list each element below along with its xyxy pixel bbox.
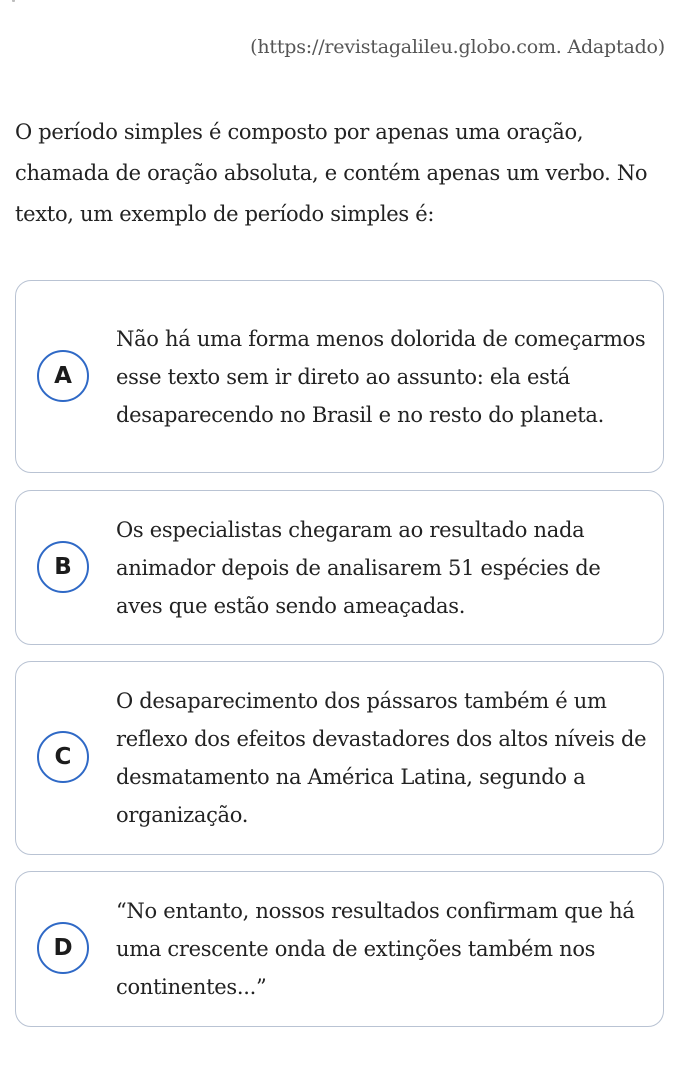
- top-divider-mark: [12, 0, 15, 2]
- option-letter-badge: B: [37, 541, 89, 593]
- option-text: “No entanto, nossos resultados confirmam que há uma crescente onda de extinções também nos continentes...”: [116, 899, 635, 999]
- option-letter-badge: D: [37, 922, 89, 974]
- option-text: O desaparecimento dos pássaros também é um reflexo dos efeitos devastadores dos altos níveis de desmatamento na América Latina, segundo a organização.: [116, 689, 647, 827]
- option-d[interactable]: [15, 871, 664, 1027]
- option-text: Os especialistas chegaram ao resultado nada animador depois de analisarem 51 espécies de aves que estão sendo ameaçadas.: [116, 517, 601, 618]
- option-text: Não há uma forma menos dolorida de começarmos esse texto sem ir direto ao assunto: ela está desaparecendo no Brasil e no resto do planeta.: [116, 326, 646, 427]
- option-letter-badge: C: [37, 731, 89, 783]
- option-c[interactable]: [15, 661, 664, 855]
- question-text: O período simples é composto por apenas uma oração, chamada de oração absoluta, e contém apenas um verbo. No texto, um exemplo de período simples é:: [15, 120, 648, 226]
- source-citation: (https://revistagalileu.globo.com. Adaptado): [250, 36, 665, 58]
- option-b[interactable]: [15, 490, 664, 645]
- option-letter-badge: A: [37, 350, 89, 402]
- option-a[interactable]: [15, 280, 664, 473]
